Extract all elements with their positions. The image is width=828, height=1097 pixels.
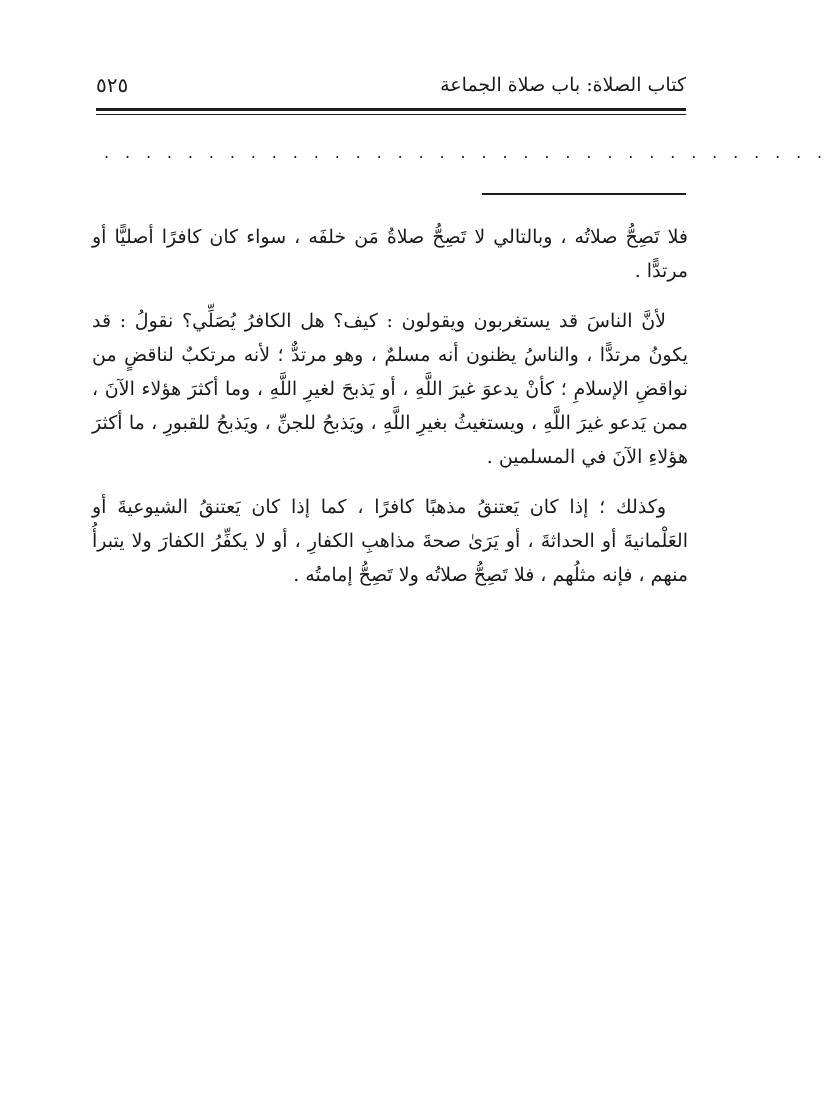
page-number: ٥٢٥ — [96, 73, 129, 97]
page-header — [96, 70, 686, 104]
main-text — [92, 220, 688, 608]
header-rule-thin — [96, 114, 686, 115]
paragraph-1: فلا تَصِحُّ صلاتُه ، وبالتالي لا تَصِحُّ صلاةُ مَن خلفَه ، سواء كان كافرًا أصليًّا أو مرتدًّا . — [92, 226, 688, 282]
paragraph-3: وكذلك ؛ إذا كان يَعتنقُ مذهبًا كافرًا ، كما إذا كان يَعتنقُ الشيوعيةَ أو العَلْمانيةَ أو الحداثةَ ، أو يَرَىٰ صحةَ مذاهبِ الكفارِ ، أو لا يكفِّرُ الكفارَ ولا يتبرأُ منهم ، فإنه مثلُهم ، فلا تَصِحُّ صلاتُه ولا تَصِحُّ إمامتُه . — [92, 496, 688, 586]
running-title: كتاب الصلاة: باب صلاة الجماعة — [440, 74, 686, 96]
paragraph-2: لأنَّ الناسَ قد يستغربون ويقولون : كيف؟ هل الكافرُ يُصَلِّي؟ نقولُ : قد يكونُ مرتدًّا ، والناسُ يظنون أنه مسلمٌ ، وهو مرتدٌّ ؛ لأنه مرتكبٌ لناقضٍ من نواقضِ الإسلامِ ؛ كأنْ يدعوَ غيرَ اللَّهِ ، أو يَذبحَ لغيرِ اللَّهِ ، وما أكثرَ هؤلاء الآنَ ، ممن يَدعو غيرَ اللَّهِ ، ويستغيثُ بغيرِ اللَّهِ ، ويَذبحُ للجنِّ ، ويَذبحُ للقبورِ ، ما أكثرَ هؤلاءِ الآنَ في المسلمين . — [92, 310, 688, 468]
header-rule-thick — [96, 108, 686, 111]
separator-dots: . . . . . . . . . . . . . . . . . . . . . . . . . . . . . . . . . . . — [104, 143, 828, 162]
section-divider-rule — [482, 193, 686, 195]
